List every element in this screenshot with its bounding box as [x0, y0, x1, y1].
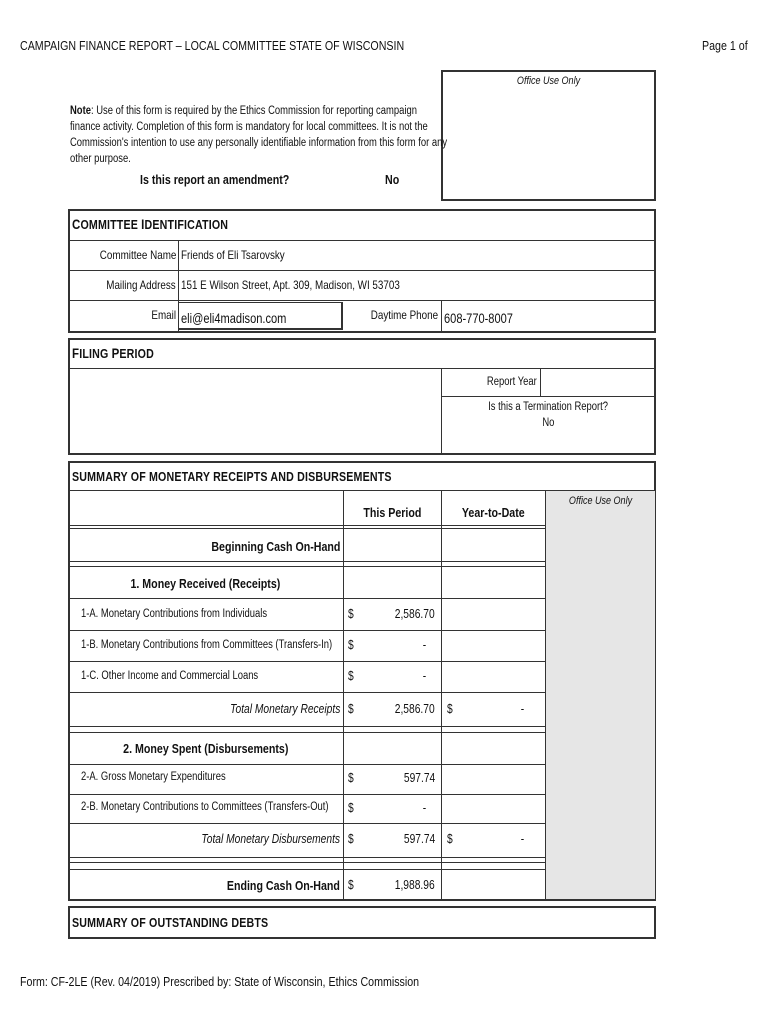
row-1a-this-period[interactable]: 2,586.70 [395, 607, 435, 621]
committee-name-label: Committee Name [99, 248, 176, 262]
email-value: eli@eli4madison.com [181, 311, 287, 326]
money-received-heading: 1. Money Received (Receipts) [130, 576, 281, 591]
total-receipts-label: Total Monetary Receipts [229, 702, 340, 716]
ending-cash-label: Ending Cash On-Hand [226, 878, 340, 893]
amendment-question: Is this report an amendment? [140, 172, 290, 187]
form-title: CAMPAIGN FINANCE REPORT – LOCAL COMMITTEE STATE OF WISCONSIN [20, 38, 405, 53]
row-1c-currency: $ [348, 669, 354, 683]
total-receipts-currency: $ [348, 702, 354, 716]
office-use-column: Office Use Only [545, 491, 655, 899]
summary-title: SUMMARY OF MONETARY RECEIPTS AND DISBURSEMENTS [72, 469, 392, 484]
amendment-answer[interactable]: No [385, 172, 400, 187]
col-year-to-date: Year-to-Date [461, 505, 525, 520]
row-1b-label: 1-B. Monetary Contributions from Committees (Transfers-In) [81, 639, 333, 651]
report-year-label: Report Year [487, 376, 537, 388]
outstanding-debts-title: SUMMARY OF OUTSTANDING DEBTS [72, 915, 269, 930]
row-1c-this-period[interactable]: - [422, 669, 426, 683]
total-disb-ytd: - [520, 832, 524, 846]
beginning-cash-label: Beginning Cash On-Hand [210, 539, 340, 554]
ending-cash-this-period: 1,988.96 [395, 878, 435, 892]
report-year-field[interactable] [542, 370, 654, 395]
committee-name-value[interactable]: Friends of Eli Tsarovsky [181, 248, 285, 262]
row-1b-currency: $ [348, 638, 354, 652]
total-receipts-ytd-currency: $ [447, 702, 453, 716]
total-disb-ytd-currency: $ [447, 832, 453, 846]
row-2a-currency: $ [348, 771, 354, 785]
privacy-note: Note: Use of this form is required by the Ethics Commission for reporting campaign finance activity. Completion of this form is mandatory for local committees. It is not the Commission's intention to use any personally identifiable information from this form for any other purpose. [70, 105, 448, 165]
committee-identification-title: COMMITTEE IDENTIFICATION [72, 216, 229, 232]
page-number: Page 1 of [702, 38, 748, 53]
email-label: Email [151, 308, 176, 322]
row-1a-label: 1-A. Monetary Contributions from Individuals [81, 608, 268, 620]
col-this-period: This Period [362, 505, 422, 520]
row-1a-currency: $ [348, 607, 354, 621]
ending-cash-currency: $ [348, 878, 354, 892]
daytime-phone-value[interactable]: 608-770-8007 [444, 311, 513, 326]
row-2a-this-period[interactable]: 597.74 [403, 771, 435, 785]
termination-answer[interactable]: No [541, 417, 555, 429]
row-1c-label: 1-C. Other Income and Commercial Loans [81, 670, 259, 682]
money-spent-heading: 2. Money Spent (Disbursements) [122, 741, 289, 756]
row-2b-currency: $ [348, 801, 354, 815]
total-disb-this-period: 597.74 [403, 832, 435, 846]
total-receipts-ytd: - [520, 702, 524, 716]
office-use-label: Office Use Only [516, 75, 581, 87]
filing-period-title: FILING PERIOD [72, 345, 154, 361]
row-2a-label: 2-A. Gross Monetary Expenditures [81, 771, 226, 783]
mailing-address-label: Mailing Address [106, 278, 176, 292]
total-disb-currency: $ [348, 832, 354, 846]
mailing-address-value[interactable]: 151 E Wilson Street, Apt. 309, Madison, WI 53703 [181, 278, 400, 292]
termination-question: Is this a Termination Report? [488, 401, 608, 413]
row-1b-this-period[interactable]: - [422, 638, 426, 652]
row-2b-this-period[interactable]: - [422, 801, 426, 815]
total-receipts-this-period: 2,586.70 [395, 702, 435, 716]
daytime-phone-label: Daytime Phone [370, 308, 438, 322]
total-disbursements-label: Total Monetary Disbursements [201, 832, 340, 846]
row-2b-label: 2-B. Monetary Contributions to Committees (Transfers-Out) [81, 801, 329, 813]
form-footer: Form: CF-2LE (Rev. 04/2019) Prescribed by: State of Wisconsin, Ethics Commission [20, 974, 420, 989]
